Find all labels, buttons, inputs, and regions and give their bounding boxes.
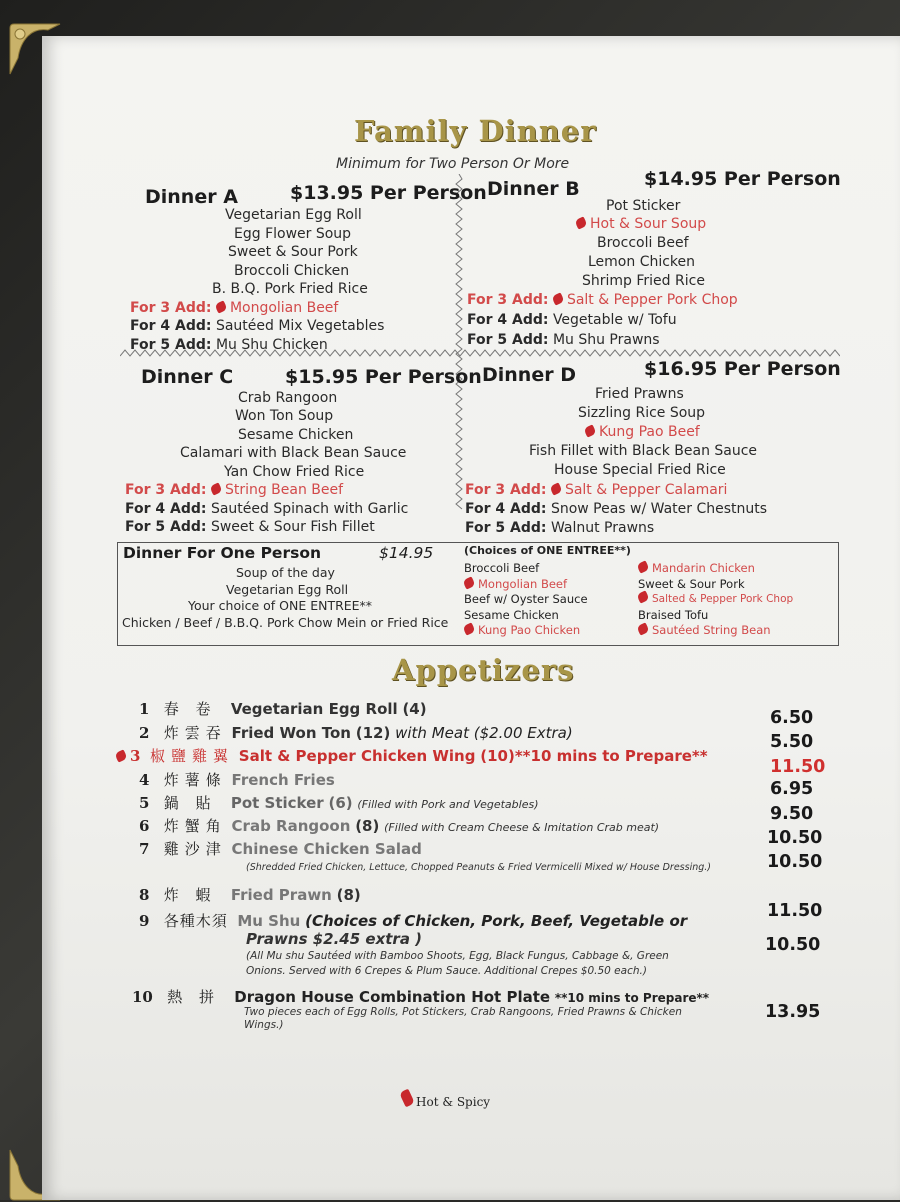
choices-header: (Choices of ONE ENTREE**) <box>464 544 631 557</box>
dinner-d-item: House Special Fried Rice <box>554 462 726 478</box>
dinner-a-item: Sweet & Sour Pork <box>228 244 358 260</box>
dinner-b-name: Dinner B <box>487 178 580 200</box>
appetizer-price: 10.50 <box>765 935 821 955</box>
dinner-for-one-line: Soup of the day <box>236 565 335 580</box>
dinner-d-add-4: For 4 Add: Snow Peas w/ Water Chestnuts <box>465 501 768 517</box>
appetizer-row: 7 雞沙津 Chinese Chicken Salad <box>139 840 422 858</box>
chili-pepper-icon <box>636 560 649 573</box>
dinner-c-item: Sesame Chicken <box>238 427 354 443</box>
dinner-a-item: B. B.Q. Pork Fried Rice <box>212 281 368 297</box>
appetizer-row: 6 炸蟹角 Crab Rangoon (8) (Filled with Cream Cheese & Imitation Crab meat) <box>139 817 660 835</box>
choice-item: Beef w/ Oyster Sauce <box>464 592 588 606</box>
appetizer-price: 13.95 <box>765 1002 821 1022</box>
dinner-a-add-5: For 5 Add: Mu Shu Chicken <box>130 337 328 353</box>
dinner-a-name: Dinner A <box>145 186 238 208</box>
dinner-b-add-5: For 5 Add: Mu Shu Prawns <box>467 332 660 348</box>
appetizer-desc: (Shredded Fried Chicken, Lettuce, Chopped Peanuts & Fried Vermicelli Mixed w/ House Dressing.) <box>246 862 711 873</box>
choices-right-list <box>638 561 793 639</box>
dinner-c-item: Won Ton Soup <box>235 408 334 424</box>
appetizer-row: 1 春 卷 Vegetarian Egg Roll (4) <box>139 700 427 718</box>
choice-item: Mongolian Beef <box>464 577 588 593</box>
appetizer-price: 6.95 <box>770 779 814 799</box>
appetizer-row: 4 炸薯條 French Fries <box>139 771 335 789</box>
dinner-c-item: Yan Chow Fried Rice <box>224 464 365 480</box>
dinner-for-one-line: Chicken / Beef / B.B.Q. Pork Chow Mein or Fried Rice <box>122 615 449 630</box>
dinner-d-add-5: For 5 Add: Walnut Prawns <box>465 520 655 536</box>
dinner-b-item: Lemon Chicken <box>588 254 696 270</box>
dinner-b-price: $14.95 Per Person <box>644 168 841 190</box>
dinner-d-item: Sizzling Rice Soup <box>578 405 706 421</box>
chili-pepper-icon <box>399 1089 415 1108</box>
appetizers-title: Appetizers <box>392 653 575 687</box>
choice-item: Kung Pao Chicken <box>464 623 588 639</box>
dinner-b-item: Pot Sticker <box>606 198 681 214</box>
choice-item: Sautéed String Bean <box>638 623 793 639</box>
appetizer-row: 2 炸雲吞 Fried Won Ton (12) with Meat ($2.00 Extra) <box>139 724 573 742</box>
appetizer-desc: (All Mu shu Sautéed with Bamboo Shoots, Egg, Black Fungus, Cabbage &, Green <box>246 950 669 962</box>
menu-page <box>42 36 900 1200</box>
appetizer-price: 5.50 <box>770 732 814 752</box>
choice-item: Sesame Chicken <box>464 607 559 622</box>
dinner-for-one-price: $14.95 <box>379 544 434 562</box>
choice-item: Salted & Pepper Pork Chop <box>638 592 793 608</box>
dinner-c-add-4: For 4 Add: Sautéed Spinach with Garlic <box>125 501 409 517</box>
dinner-d-item: Fish Fillet with Black Bean Sauce <box>529 443 758 459</box>
dinner-c-price: $15.95 Per Person <box>285 366 482 388</box>
dinner-for-one-line: Your choice of ONE ENTREE** <box>188 598 373 613</box>
appetizer-row: 5 鍋 貼 Pot Sticker (6) (Filled with Pork and Vegetables) <box>139 794 539 812</box>
dinner-c-add-5: For 5 Add: Sweet & Sour Fish Fillet <box>125 519 375 535</box>
dinner-for-one-title: Dinner For One Person <box>123 544 321 562</box>
chili-pepper-icon <box>114 749 127 762</box>
dinner-c-name: Dinner C <box>141 366 234 388</box>
chili-pepper-icon <box>462 622 475 635</box>
chili-pepper-icon <box>214 300 227 313</box>
dinner-a-item: Vegetarian Egg Roll <box>225 207 362 223</box>
choice-item: Braised Tofu <box>638 607 709 622</box>
dinner-for-one-line: Vegetarian Egg Roll <box>226 582 349 597</box>
appetizer-desc: Wings.) <box>244 1019 284 1031</box>
dinner-d-price: $16.95 Per Person <box>644 358 841 380</box>
chili-pepper-icon <box>574 216 587 229</box>
appetizer-note: Prawns $2.45 extra ) <box>246 930 423 948</box>
chili-pepper-icon <box>551 292 564 305</box>
dinner-c-item: Calamari with Black Bean Sauce <box>180 445 407 461</box>
dinner-a-add-3: For 3 Add: Mongolian Beef <box>130 300 339 316</box>
appetizer-row: 9 各種木須 Mu Shu (Choices of Chicken, Pork, Beef, Vegetable or <box>139 912 688 930</box>
spicy-legend: Hot & Spicy <box>402 1090 490 1109</box>
dinner-a-item: Egg Flower Soup <box>234 226 352 242</box>
dinner-b-add-3: For 3 Add: Salt & Pepper Pork Chop <box>467 292 738 308</box>
appetizer-price: 10.50 <box>767 828 823 848</box>
appetizer-price: 11.50 <box>770 757 826 777</box>
column-divider <box>455 174 463 514</box>
appetizer-desc: Two pieces each of Egg Rolls, Pot Stickers, Crab Rangoons, Fried Prawns & Chicken <box>244 1006 682 1018</box>
dinner-d-item: Fried Prawns <box>595 386 684 402</box>
chili-pepper-icon <box>209 482 222 495</box>
appetizer-desc: Onions. Served with 6 Crepes & Plum Sauce. Additional Crepes $0.50 each.) <box>246 965 647 977</box>
appetizer-price: 9.50 <box>770 804 814 824</box>
chili-pepper-icon <box>462 576 475 589</box>
appetizer-row: 3 椒鹽雞翼 Salt & Pepper Chicken Wing (10)**10 mins to Prepare** <box>116 745 708 766</box>
choices-left-list <box>464 561 588 639</box>
dinner-b-item: Broccoli Beef <box>597 235 689 251</box>
family-dinner-title: Family Dinner <box>354 114 597 148</box>
choice-item: Mandarin Chicken <box>638 561 793 577</box>
appetizer-price: 11.50 <box>767 901 823 921</box>
family-dinner-subtitle: Minimum for Two Person Or More <box>336 156 570 172</box>
chili-pepper-icon <box>636 590 649 603</box>
appetizer-price: 6.50 <box>770 708 814 728</box>
choice-item: Broccoli Beef <box>464 561 540 575</box>
dinner-b-item: Hot & Sour Soup <box>576 216 706 232</box>
chili-pepper-icon <box>549 482 562 495</box>
dinner-a-add-4: For 4 Add: Sautéed Mix Vegetables <box>130 318 385 334</box>
dinner-b-item: Shrimp Fried Rice <box>582 273 705 289</box>
chili-pepper-icon <box>636 622 649 635</box>
dinner-a-price: $13.95 Per Person <box>290 182 487 204</box>
dinner-d-name: Dinner D <box>482 364 576 386</box>
choice-item: Sweet & Sour Pork <box>638 576 745 591</box>
dinner-b-add-4: For 4 Add: Vegetable w/ Tofu <box>467 312 677 328</box>
dinner-d-item: Kung Pao Beef <box>585 424 700 440</box>
dinner-c-add-3: For 3 Add: String Bean Beef <box>125 482 344 498</box>
dinner-c-item: Crab Rangoon <box>238 390 338 406</box>
chili-pepper-icon <box>583 424 596 437</box>
dinner-d-add-3: For 3 Add: Salt & Pepper Calamari <box>465 482 728 498</box>
dinner-a-item: Broccoli Chicken <box>234 263 350 279</box>
appetizer-row: 8 炸 蝦 Fried Prawn (8) <box>139 886 361 904</box>
appetizer-price: 10.50 <box>767 852 823 872</box>
appetizer-row: 10 熱 拼 Dragon House Combination Hot Plate **10 mins to Prepare** <box>132 988 710 1006</box>
